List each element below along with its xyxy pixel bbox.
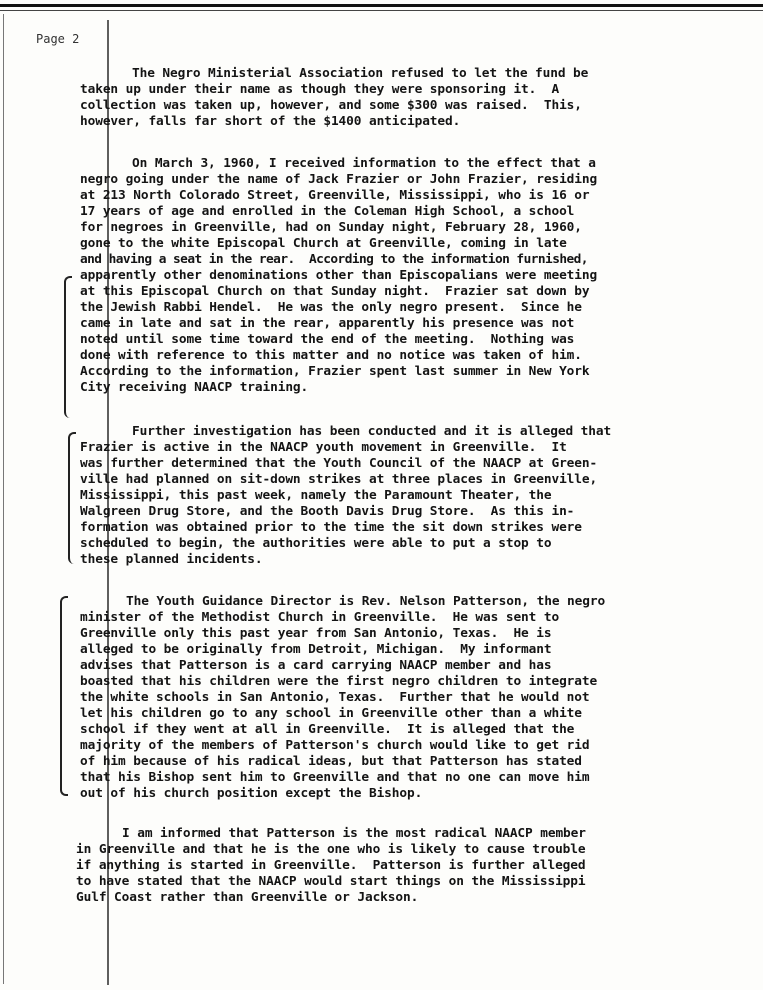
text-line: the Jewish Rabbi Hendel. He was the only negro present. Since he <box>80 300 582 315</box>
text-line: 17 years of age and enrolled in the Coleman High School, a school <box>80 204 575 219</box>
top-border-rule-thin <box>0 10 763 11</box>
text-line: boasted that his children were the first negro children to integrate <box>80 674 598 689</box>
text-line: the white schools in San Antonio, Texas. Further that he would not <box>80 690 590 705</box>
text-line: in Greenville and that he is the one who is likely to cause trouble <box>76 842 586 857</box>
text-line: of him because of his radical ideas, but that Patterson has stated <box>80 754 582 769</box>
top-border-rule <box>0 4 763 7</box>
text-line: I am informed that Patterson is the most radical NAACP member <box>122 826 586 841</box>
text-line: alleged to be originally from Detroit, Michigan. My informant <box>80 642 552 657</box>
text-line: advises that Patterson is a card carrying NAACP member and has <box>80 658 552 673</box>
handwritten-bracket-mark <box>68 432 76 564</box>
text-line: let his children go to any school in Greenville other than a white <box>80 706 582 721</box>
text-line: ville had planned on sit-down strikes at three places in Greenville, <box>80 472 598 487</box>
text-line: The Youth Guidance Director is Rev. Nelson Patterson, the negro <box>126 594 606 609</box>
handwritten-bracket-mark <box>64 276 72 418</box>
text-line: at this Episcopal Church on that Sunday night. Frazier sat down by <box>80 284 590 299</box>
text-line: Further investigation has been conducted and it is alleged that <box>132 424 612 439</box>
text-line: negro going under the name of Jack Frazier or John Frazier, residing <box>80 172 598 187</box>
text-line: The Negro Ministerial Association refused to let the fund be <box>132 66 589 81</box>
text-line: to have stated that the NAACP would start things on the Mississippi <box>76 874 586 889</box>
text-line: collection was taken up, however, and some $300 was raised. This, <box>80 98 582 113</box>
text-line: at 213 North Colorado Street, Greenville, Mississippi, who is 16 or <box>80 188 590 203</box>
text-line: out of his church position except the Bishop. <box>80 786 423 801</box>
text-line: that his Bishop sent him to Greenville and that no one can move him <box>80 770 590 785</box>
text-line: gone to the white Episcopal Church at Greenville, coming in late <box>80 236 567 251</box>
text-line: apparently other denominations other than Episcopalians were meeting <box>80 268 598 283</box>
page-number-label: Page 2 <box>36 32 80 46</box>
text-line: however, falls far short of the $1400 anticipated. <box>80 114 461 129</box>
text-line: noted until some time toward the end of the meeting. Nothing was <box>80 332 575 347</box>
text-line: Frazier is active in the NAACP youth movement in Greenville. It <box>80 440 567 455</box>
text-line: and having a seat in the rear. According to the information furnished, <box>80 252 588 267</box>
text-line: came in late and sat in the rear, apparently his presence was not <box>80 316 575 331</box>
text-line: school if they went at all in Greenville. It is alleged that the <box>80 722 575 737</box>
left-page-edge <box>3 14 4 984</box>
text-line: Walgreen Drug Store, and the Booth Davis Drug Store. As this in- <box>80 504 575 519</box>
text-line: Greenville only this past year from San Antonio, Texas. He is <box>80 626 552 641</box>
text-line: majority of the members of Patterson's church would like to get rid <box>80 738 590 753</box>
text-line: scheduled to begin, the authorities were able to put a stop to <box>80 536 552 551</box>
text-line: According to the information, Frazier spent last summer in New York <box>80 364 590 379</box>
handwritten-bracket-mark <box>60 596 68 796</box>
text-line: minister of the Methodist Church in Greenville. He was sent to <box>80 610 560 625</box>
text-line: these planned incidents. <box>80 552 263 567</box>
text-line: done with reference to this matter and no notice was taken of him. <box>80 348 582 363</box>
text-line: formation was obtained prior to the time the sit down strikes were <box>80 520 582 535</box>
text-line: if anything is started in Greenville. Patterson is further alleged <box>76 858 586 873</box>
text-line: for negroes in Greenville, had on Sunday night, February 28, 1960, <box>80 220 582 235</box>
text-line: was further determined that the Youth Council of the NAACP at Green- <box>80 456 598 471</box>
text-line: Gulf Coast rather than Greenville or Jackson. <box>76 890 419 905</box>
text-line: Mississippi, this past week, namely the Paramount Theater, the <box>80 488 552 503</box>
text-line: On March 3, 1960, I received information to the effect that a <box>132 156 596 171</box>
text-line: City receiving NAACP training. <box>80 380 309 395</box>
text-line: taken up under their name as though they were sponsoring it. A <box>80 82 560 97</box>
